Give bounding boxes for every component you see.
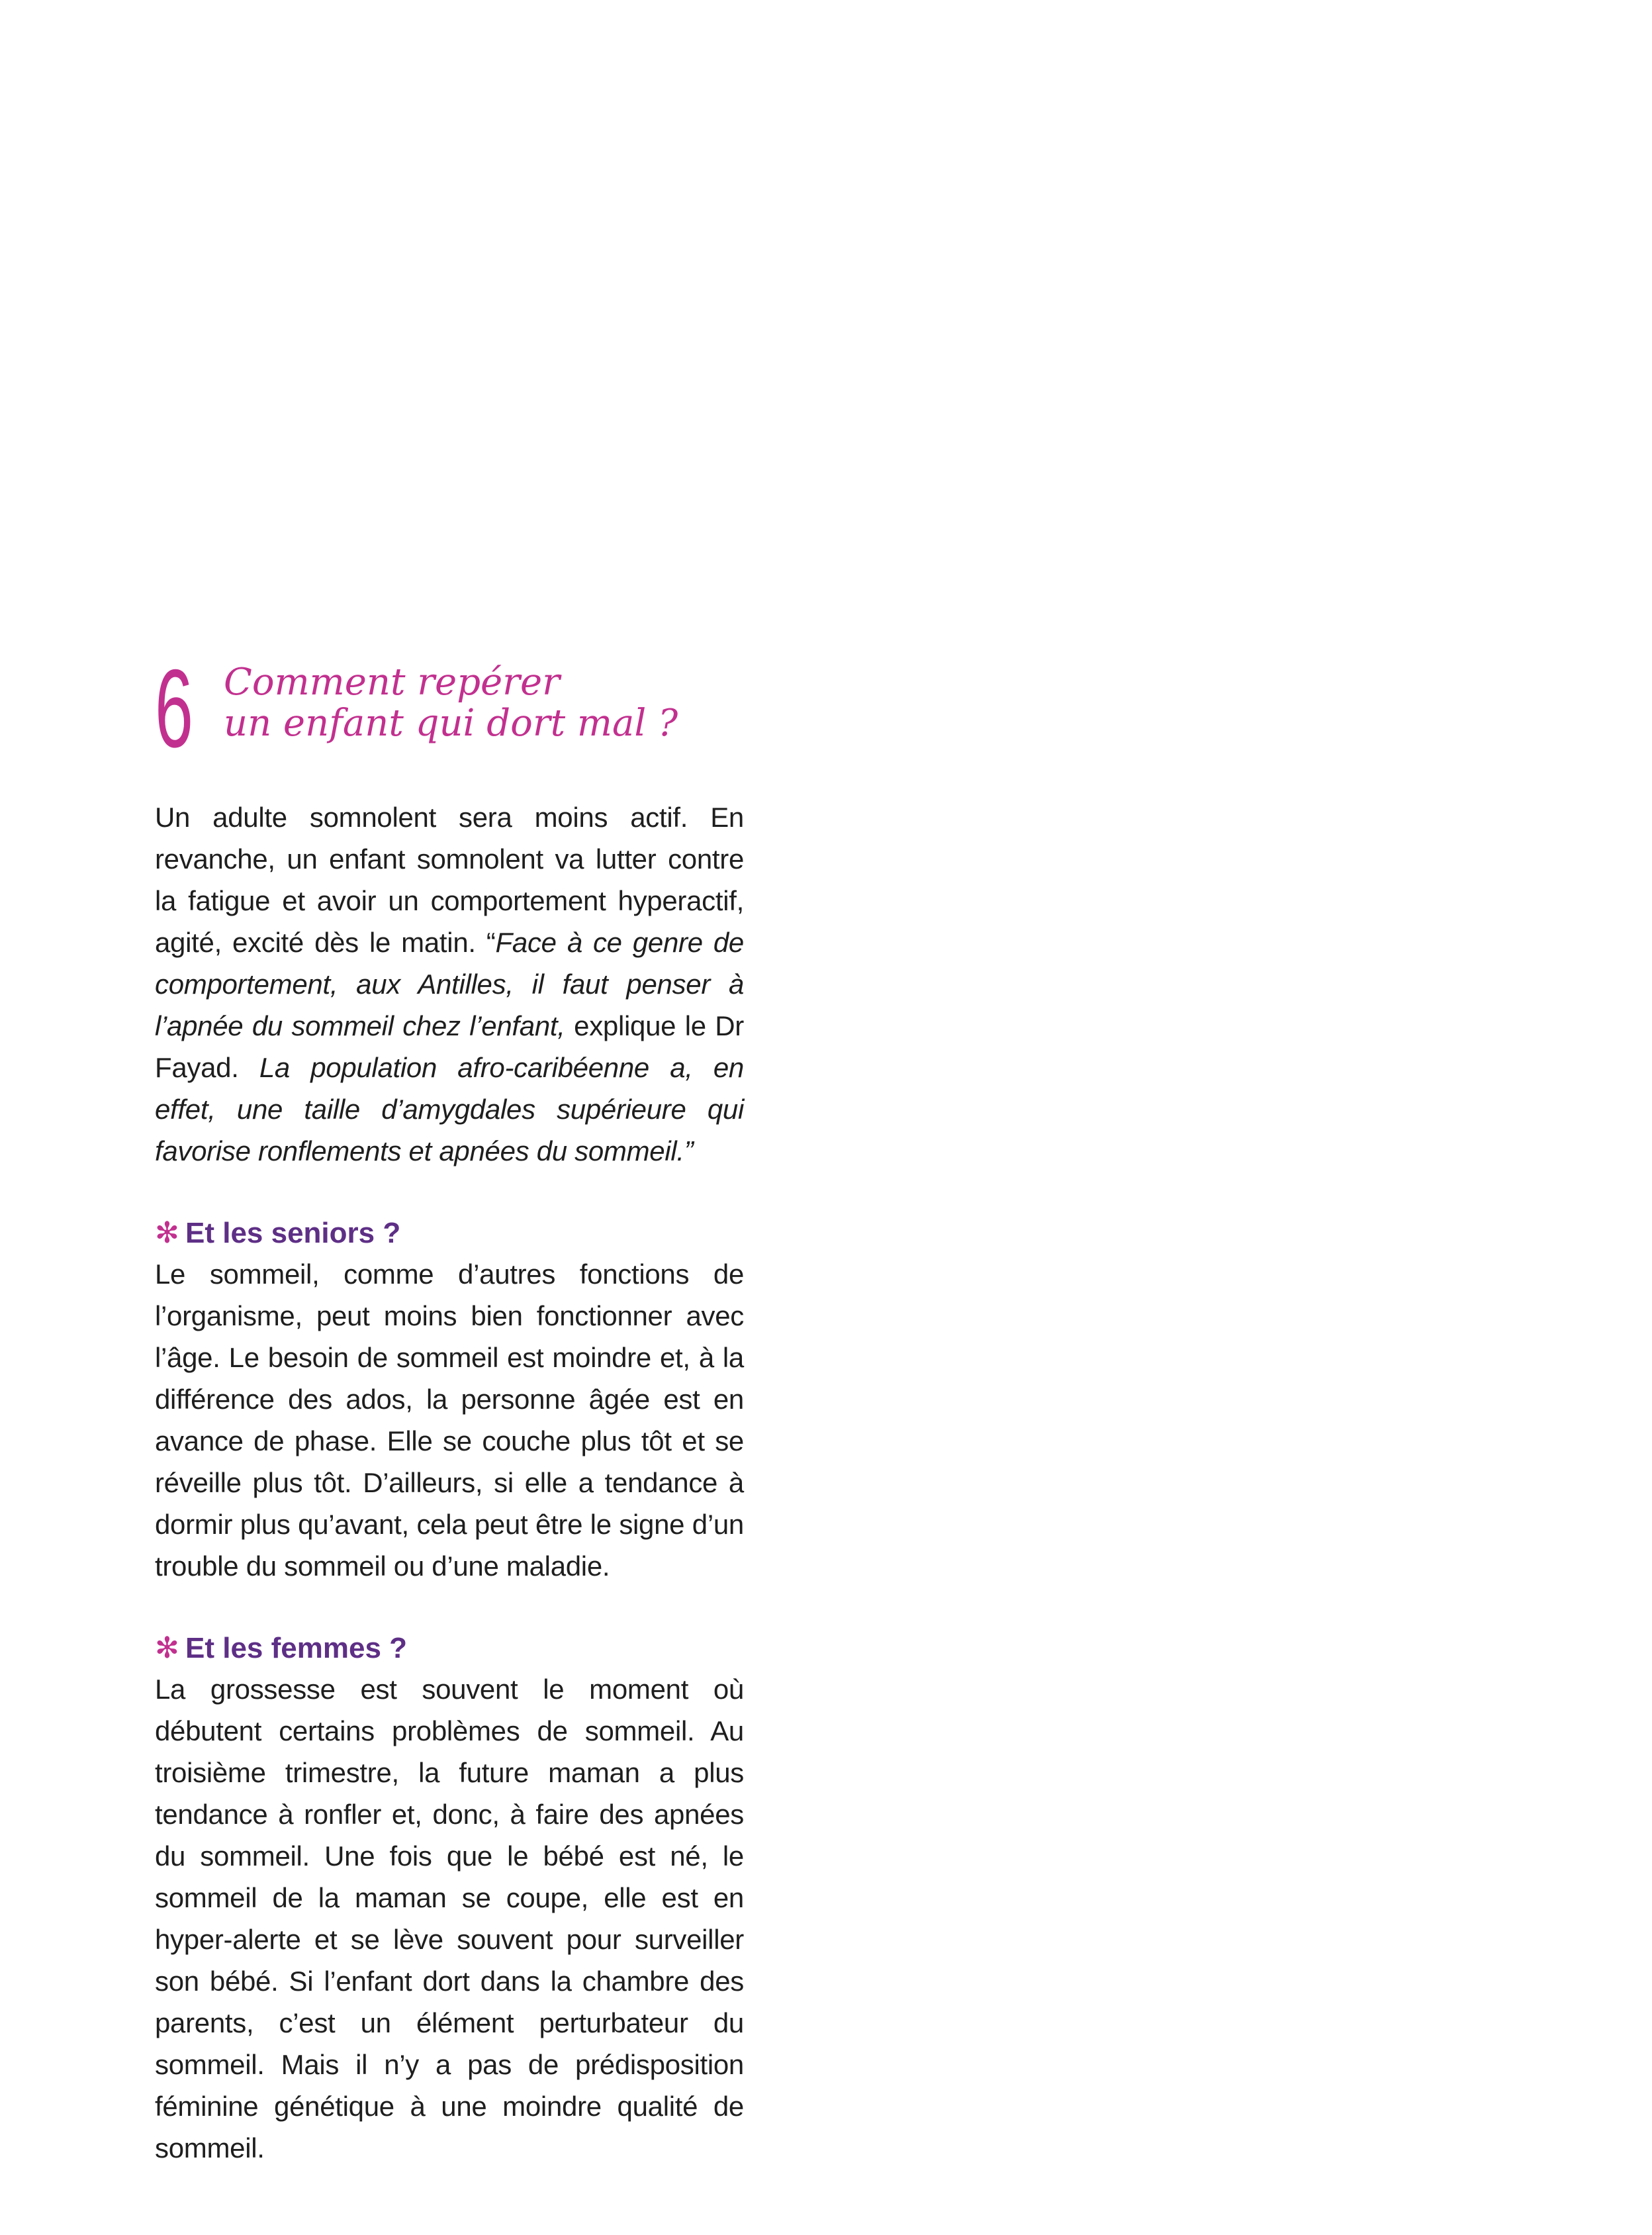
section-title — [224, 662, 678, 744]
femmes-paragraph: La grossesse est souvent le moment où débutent certains problèmes de sommeil. Au troisième trimestre, la future maman a plus tendance à ronfler et, donc, à faire des apnées du sommeil. Une fois que le bébé est né, le sommeil de la maman se coupe, elle est en hyper-alerte et se lève souvent pour surveiller son bébé. Si l’enfant dort dans la chambre des parents, c’est un élément perturbateur du sommeil. Mais il n’y a pas de prédisposition féminine génétique à une moindre qualité de sommeil. — [155, 1674, 744, 2164]
femmes-title: Et les femmes ? — [185, 1632, 408, 1664]
seniors-heading — [155, 1213, 744, 1253]
section-heading — [155, 646, 744, 775]
article — [155, 646, 744, 2169]
asterisk-icon: ✻ — [155, 1217, 179, 1249]
intro-text-1: Un adulte somnolent sera moins actif. En revanche, un enfant somnolent va lutter contre la fatigue et avoir un comportement hyperactif, agité, excité dès le matin. “ — [155, 802, 744, 958]
asterisk-icon: ✻ — [155, 1632, 179, 1664]
seniors-title: Et les seniors ? — [185, 1217, 401, 1249]
section-title-line-2: un enfant qui dort mal ? — [224, 702, 678, 745]
intro-text-2: explique le Dr Fayad. — [155, 1010, 744, 1083]
intro-quote-2: La population afro-caribéenne a, en effet, une taille d’amygdales supérieure qui favorise ronflements et apnées du sommeil.” — [155, 1052, 744, 1166]
seniors-section — [155, 1213, 744, 1587]
section-title-line-1: Comment repérer — [224, 661, 560, 704]
intro-paragraph — [155, 796, 744, 1172]
section-number: 6 — [155, 646, 193, 771]
femmes-heading — [155, 1629, 744, 1668]
intro-quote-1: Face à ce genre de comportement, aux Antilles, il faut penser à l’apnée du sommeil chez l’enfant, — [155, 927, 744, 1041]
seniors-paragraph: Le sommeil, comme d’autres fonctions de l’organisme, peut moins bien fonctionner avec l’âge. Le besoin de sommeil est moindre et, à la différence des ados, la personne âgée est en avance de phase. Elle se couche plus tôt et se réveille plus tôt. D’ailleurs, si elle a tendance à dormir plus qu’avant, cela peut être le signe d’un trouble du sommeil ou d’une maladie. — [155, 1259, 744, 1582]
femmes-section — [155, 1629, 744, 2169]
